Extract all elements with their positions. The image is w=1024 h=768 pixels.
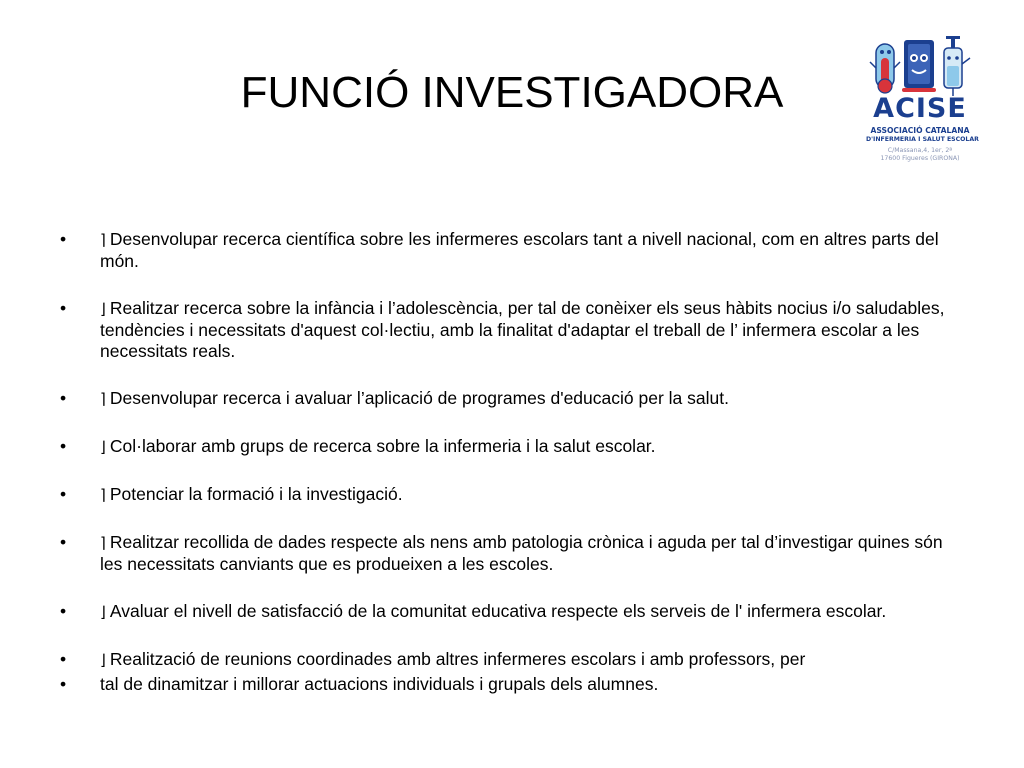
logo-address-line-1: C/Massana,4, 1er, 2ª	[887, 147, 953, 154]
symbol-glyph: ⌉	[100, 486, 106, 504]
list-item-text: Desenvolupar recerca científica sobre les infermeres escolars tant a nivell nacional, com en altres parts del món.	[100, 229, 939, 271]
logo-address-line-2: 17600 Figueres (GIRONA)	[880, 155, 960, 162]
bullet-dot: •	[60, 298, 67, 318]
list-item-text: Realitzar recollida de dades respecte als nens amb patologia crònica i aguda per tal d’investigar quines són les necessitats canviants que es produeixen a les escoles.	[100, 532, 943, 574]
logo-association-line-2: D'INFERMERIA I SALUT ESCOLAR	[866, 136, 979, 143]
list-item	[60, 229, 950, 272]
list-item	[60, 298, 950, 362]
symbol-glyph: ⌋	[100, 438, 106, 456]
list-item-text: Potenciar la formació i la investigació.	[109, 484, 403, 504]
acise-logo	[862, 34, 978, 164]
list-item	[60, 601, 950, 623]
bullet-list	[60, 229, 950, 721]
symbol-glyph: ⌋	[100, 651, 106, 669]
list-item	[60, 484, 950, 506]
symbol-glyph: ⌉	[100, 231, 106, 249]
list-item	[60, 674, 950, 695]
bullet-dot: •	[60, 601, 67, 621]
bullet-dot: •	[60, 674, 67, 694]
list-item-text: Desenvolupar recerca i avaluar l’aplicació de programes d'educació per la salut.	[109, 388, 729, 408]
bullet-dot: •	[60, 649, 67, 669]
bullet-dot: •	[60, 388, 67, 408]
bullet-dot: •	[60, 484, 67, 504]
list-item	[60, 532, 950, 575]
symbol-glyph: ⌉	[100, 390, 106, 408]
list-item	[60, 649, 950, 671]
bullet-dot: •	[60, 436, 67, 456]
list-item-text: Avaluar el nivell de satisfacció de la comunitat educativa respecte els serveis de l' infermera escolar.	[109, 601, 887, 621]
list-item-text: Realitzar recerca sobre la infància i l’adolescència, per tal de conèixer els seus hàbits nocius i/o saludables, tendències i necessitats d'aquest col·lectiu, amb la finalitat d'adaptar el treball de l’ infermera escolar a les necessitats reals.	[100, 298, 945, 361]
symbol-glyph: ⌋	[100, 603, 106, 621]
list-item	[60, 388, 950, 410]
logo-association-line: ASSOCIACIÓ CATALANA	[870, 126, 970, 135]
bullet-dot: •	[60, 229, 67, 249]
mascots-illustration	[862, 34, 978, 96]
list-item	[60, 436, 950, 458]
slide-title: FUNCIÓ INVESTIGADORA	[240, 68, 784, 117]
list-item-text: Realització de reunions coordinades amb altres infermeres escolars i amb professors, per	[109, 649, 806, 669]
symbol-glyph: ⌋	[100, 300, 106, 318]
logo-name: ACISE	[873, 93, 967, 124]
list-item-text: tal de dinamitzar i millorar actuacions individuals i grupals dels alumnes.	[100, 674, 659, 694]
symbol-glyph: ⌉	[100, 534, 106, 552]
bullet-dot: •	[60, 532, 67, 552]
list-item-text: Col·laborar amb grups de recerca sobre la infermeria i la salut escolar.	[109, 436, 656, 456]
